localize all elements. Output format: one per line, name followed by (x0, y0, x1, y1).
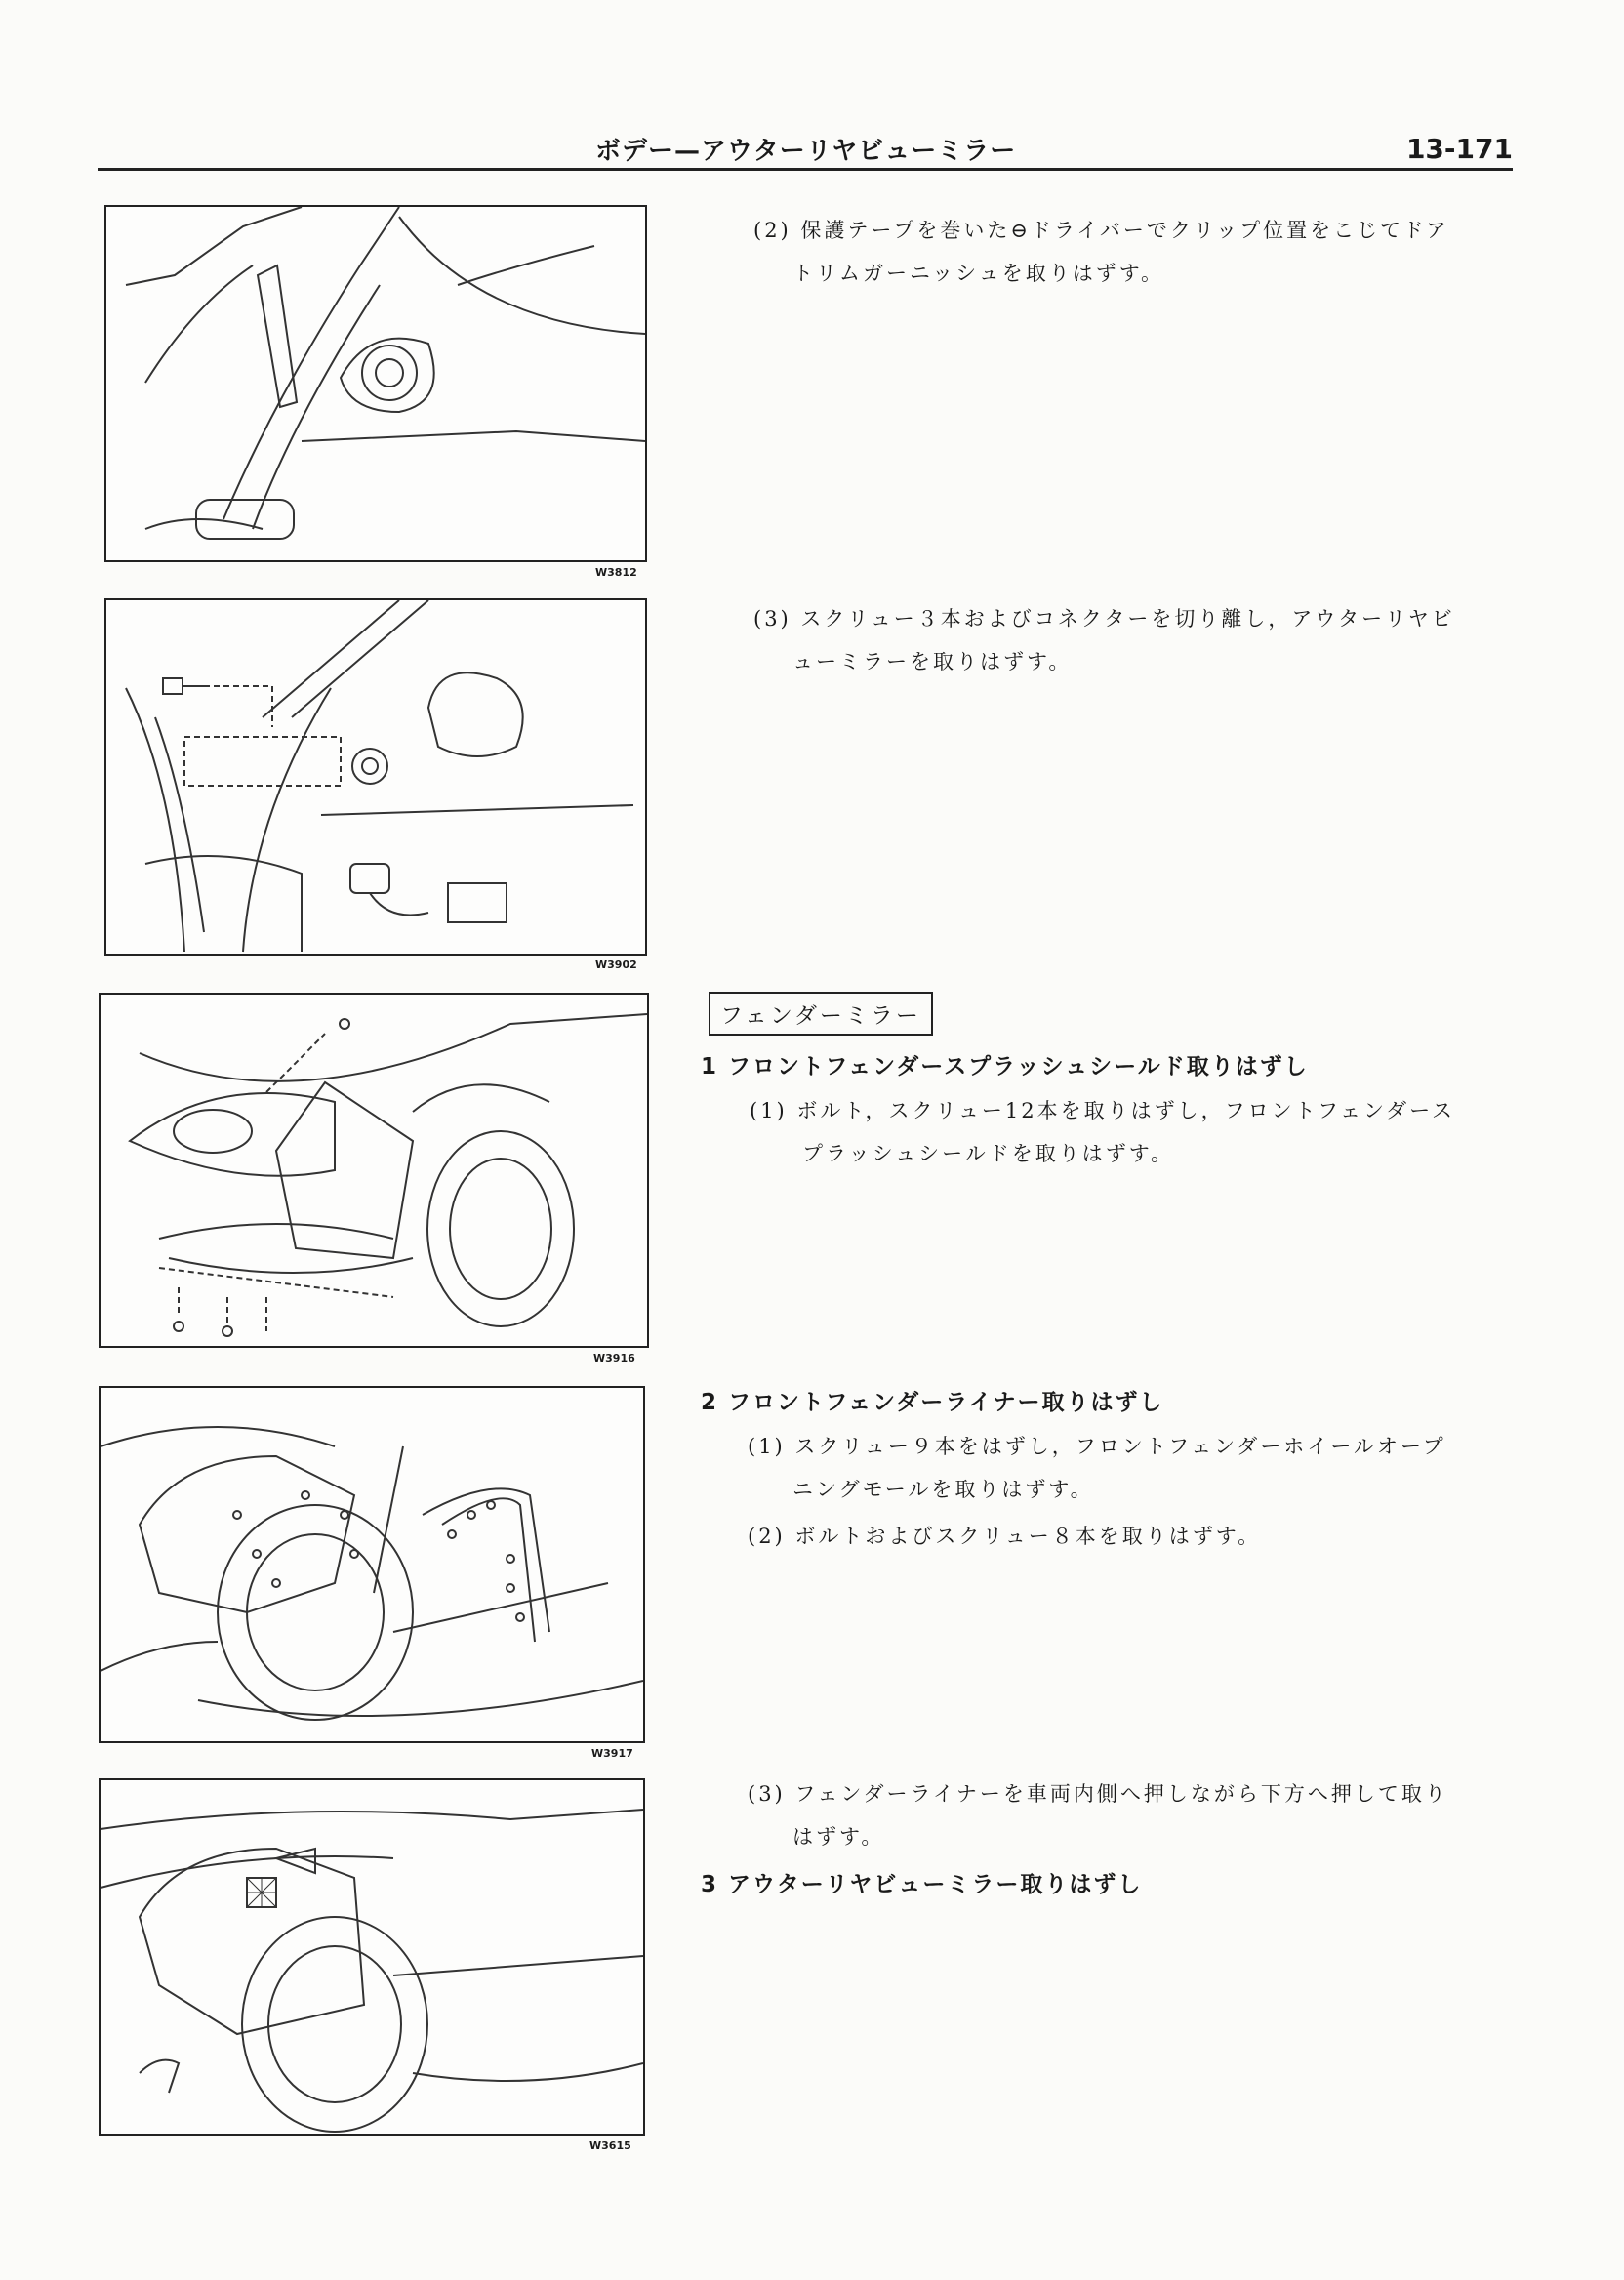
step-2-instruction-1-line-2: ニングモールを取りはずす。 (792, 1478, 1094, 1501)
step-2-instruction-3-line-2: はずす。 (792, 1825, 885, 1849)
instruction-2-line-2: トリムガーニッシュを取りはずす。 (792, 262, 1165, 285)
instruction-3-line-2: ューミラーを取りはずす。 (792, 650, 1073, 673)
figure-splash-shield (99, 993, 649, 1348)
step-2-instruction-2: (2) ボルトおよびスクリュー８本を取りはずす。 (748, 1525, 1262, 1548)
step-1-heading: 1 フロントフェンダースプラッシュシールド取りはずし (701, 1054, 1309, 1079)
figure-code: W3916 (593, 1352, 635, 1364)
figure-liner-push (99, 1778, 645, 2136)
step-1-instruction-1-line-2: プラッシュシールドを取りはずす。 (802, 1142, 1175, 1165)
header-rule (98, 168, 1513, 171)
step-3-heading: 3 アウターリヤビューミラー取りはずし (701, 1872, 1143, 1897)
page-title: ボデー—アウターリヤビューミラー (595, 137, 1017, 166)
figure-fender-liner (99, 1386, 645, 1743)
page-header (98, 131, 1513, 170)
instruction-2-line-1: (2) 保護テープを巻いた⊖ドライバーでクリップ位置をこじてドア (753, 219, 1450, 242)
step-2-heading: 2 フロントフェンダーライナー取りはずし (701, 1390, 1164, 1415)
instruction-3-line-1: (3) スクリュー３本およびコネクターを切り離し，アウターリヤビ (753, 607, 1455, 631)
figure-code: W3812 (595, 566, 637, 579)
step-2-instruction-3-line-1: (3) フェンダーライナーを車両内側へ押しながら下方へ押して取り (748, 1782, 1448, 1806)
step-1-instruction-1-line-1: (1) ボルト，スクリュー12本を取りはずし，フロントフェンダース (750, 1099, 1456, 1122)
page-number: 13-171 (1405, 133, 1513, 165)
step-2-instruction-1-line-1: (1) スクリュー９本をはずし，フロントフェンダーホイールオープ (748, 1435, 1446, 1458)
section-heading-fender-mirror: フェンダーミラー (709, 992, 933, 1036)
figure-code: W3902 (595, 958, 637, 971)
figure-code: W3615 (589, 2139, 631, 2152)
figure-door-trim (104, 205, 647, 562)
figure-code: W3917 (591, 1747, 633, 1760)
figure-mirror-removal (104, 598, 647, 956)
